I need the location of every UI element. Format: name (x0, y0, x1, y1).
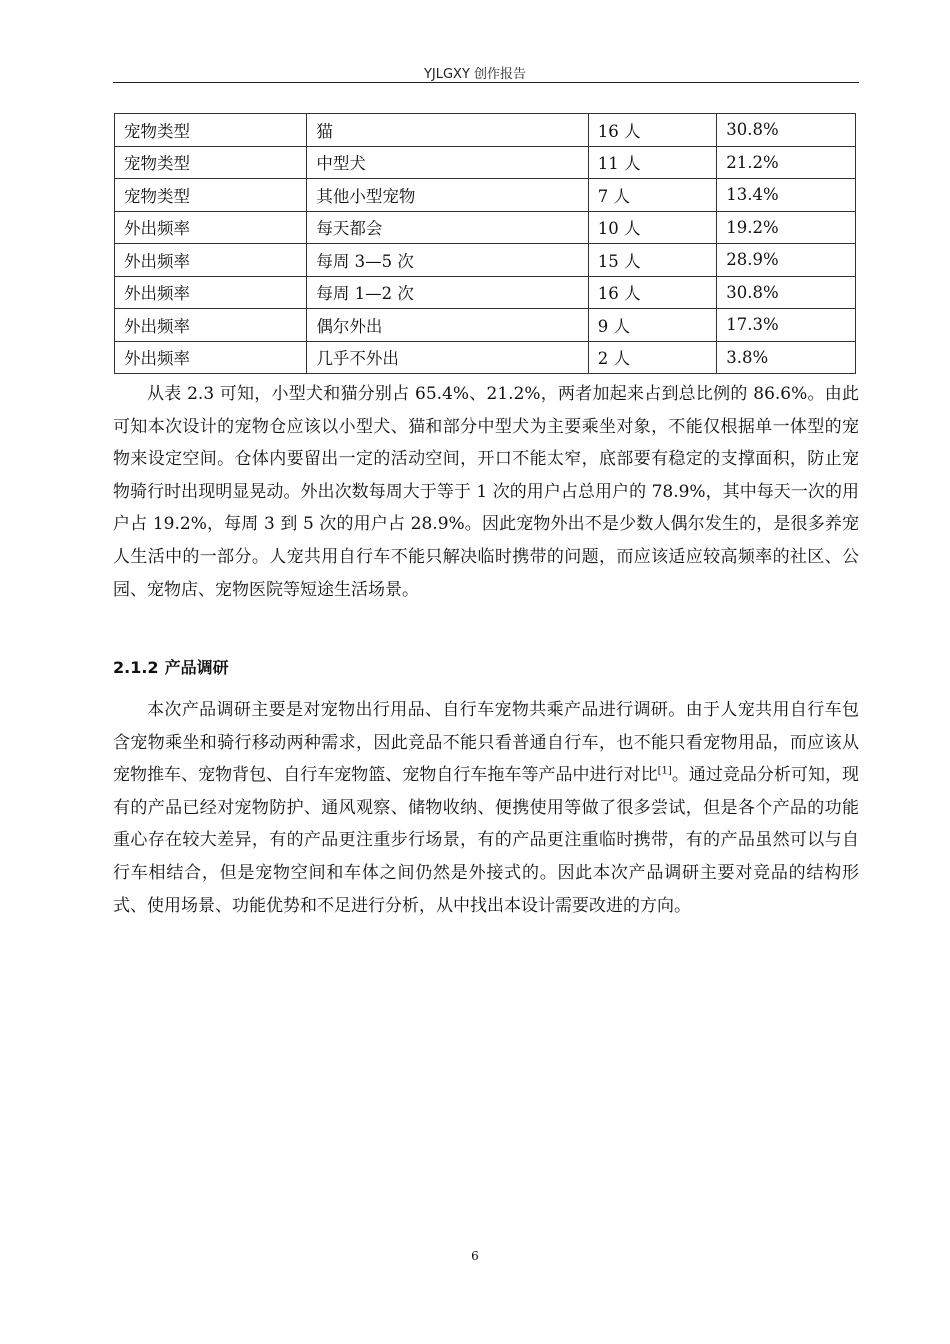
paragraph-text-part1: 本次产品调研主要是对宠物出行用品、自行车宠物共乘产品进行调研。由于人宠共用自行车包含宠物乘坐和骑行移动两种需求，因此竞品不能只看普通自行车，也不能只看宠物用品，而应该从宠物推车、宠物背包、自行车宠物篮、宠物自行车拖车等产品中进行对比 (113, 700, 859, 786)
table-cell-category: 外出频率 (115, 244, 307, 277)
table-cell-item: 每周 3—5 次 (307, 244, 588, 277)
table-cell-percent: 30.8% (717, 114, 856, 147)
table-cell-percent: 17.3% (717, 309, 856, 342)
table-cell-count: 16 人 (588, 276, 717, 309)
table-cell-category: 宠物类型 (115, 146, 307, 179)
table-cell-category: 宠物类型 (115, 114, 307, 147)
table-row (115, 114, 856, 147)
table-cell-count: 9 人 (588, 309, 717, 342)
table-cell-item: 其他小型宠物 (307, 179, 588, 212)
table-cell-count: 15 人 (588, 244, 717, 277)
table-cell-category: 外出频率 (115, 211, 307, 244)
table-row (115, 211, 856, 244)
table-cell-count: 16 人 (588, 114, 717, 147)
table-cell-percent: 30.8% (717, 276, 856, 309)
table-cell-category: 外出频率 (115, 276, 307, 309)
table-cell-percent: 19.2% (717, 211, 856, 244)
table-cell-percent: 28.9% (717, 244, 856, 277)
body-paragraph-analysis: 从表 2.3 可知，小型犬和猫分别占 65.4%、21.2%，两者加起来占到总比例的 86.6%。由此可知本次设计的宠物仓应该以小型犬、猫和部分中型犬为主要乘坐对象，不能仅根据单一体型的宠物来设定空间。仓体内要留出一定的活动空间，开口不能太窄，底部要有稳定的支撑面积，防止宠物骑行时出现明显晃动。外出次数每周大于等于 1 次的用户占总用户的 78.9%，其中每天一次的用户占 19.2%，每周 3 到 5 次的用户占 28.9%。因此宠物外出不是少数人偶尔发生的，是很多养宠人生活中的一部分。人宠共用自行车不能只解决临时携带的问题，而应该适应较高频率的社区、公园、宠物店、宠物医院等短途生活场景。 (113, 384, 859, 600)
page-number: 6 (471, 1249, 479, 1263)
survey-table (114, 113, 856, 374)
table-cell-item: 中型犬 (307, 146, 588, 179)
table-cell-percent: 3.8% (717, 341, 856, 374)
body-paragraph-research (113, 694, 859, 922)
table-row (115, 179, 856, 212)
table-row (115, 244, 856, 277)
table-cell-category: 宠物类型 (115, 179, 307, 212)
table-cell-item: 每周 1—2 次 (307, 276, 588, 309)
table-cell-category: 外出频率 (115, 309, 307, 342)
table-cell-item: 每天都会 (307, 211, 588, 244)
citation-reference[interactable]: [1] (657, 765, 672, 777)
table-row (115, 276, 856, 309)
header-divider (113, 82, 859, 83)
paragraph-text-part2: 。通过竞品分析可知，现有的产品已经对宠物防护、通风观察、储物收纳、便携使用等做了很多尝试，但是各个产品的功能重心存在较大差异，有的产品更注重步行场景，有的产品更注重临时携带，有的产品虽然可以与自行车相结合，但是宠物空间和车体之间仍然是外接式的。因此本次产品调研主要对竞品的结构形式、使用场景、功能优势和不足进行分析，从中找出本设计需要改进的方向。 (113, 765, 860, 916)
table-row (115, 309, 856, 342)
table-cell-count: 7 人 (588, 179, 717, 212)
table-cell-count: 11 人 (588, 146, 717, 179)
section-heading (113, 655, 229, 678)
table-cell-item: 几乎不外出 (307, 341, 588, 374)
table-cell-percent: 13.4% (717, 179, 856, 212)
table-row (115, 341, 856, 374)
table-cell-item: 猫 (307, 114, 588, 147)
table-cell-count: 10 人 (588, 211, 717, 244)
section-number: 2.1.2 (113, 658, 159, 677)
table-row (115, 146, 856, 179)
table-cell-category: 外出频率 (115, 341, 307, 374)
table-cell-percent: 21.2% (717, 146, 856, 179)
table-cell-item: 偶尔外出 (307, 309, 588, 342)
section-title: 产品调研 (164, 658, 229, 677)
table-cell-count: 2 人 (588, 341, 717, 374)
header-title: YJLGXY 创作报告 (423, 67, 527, 82)
